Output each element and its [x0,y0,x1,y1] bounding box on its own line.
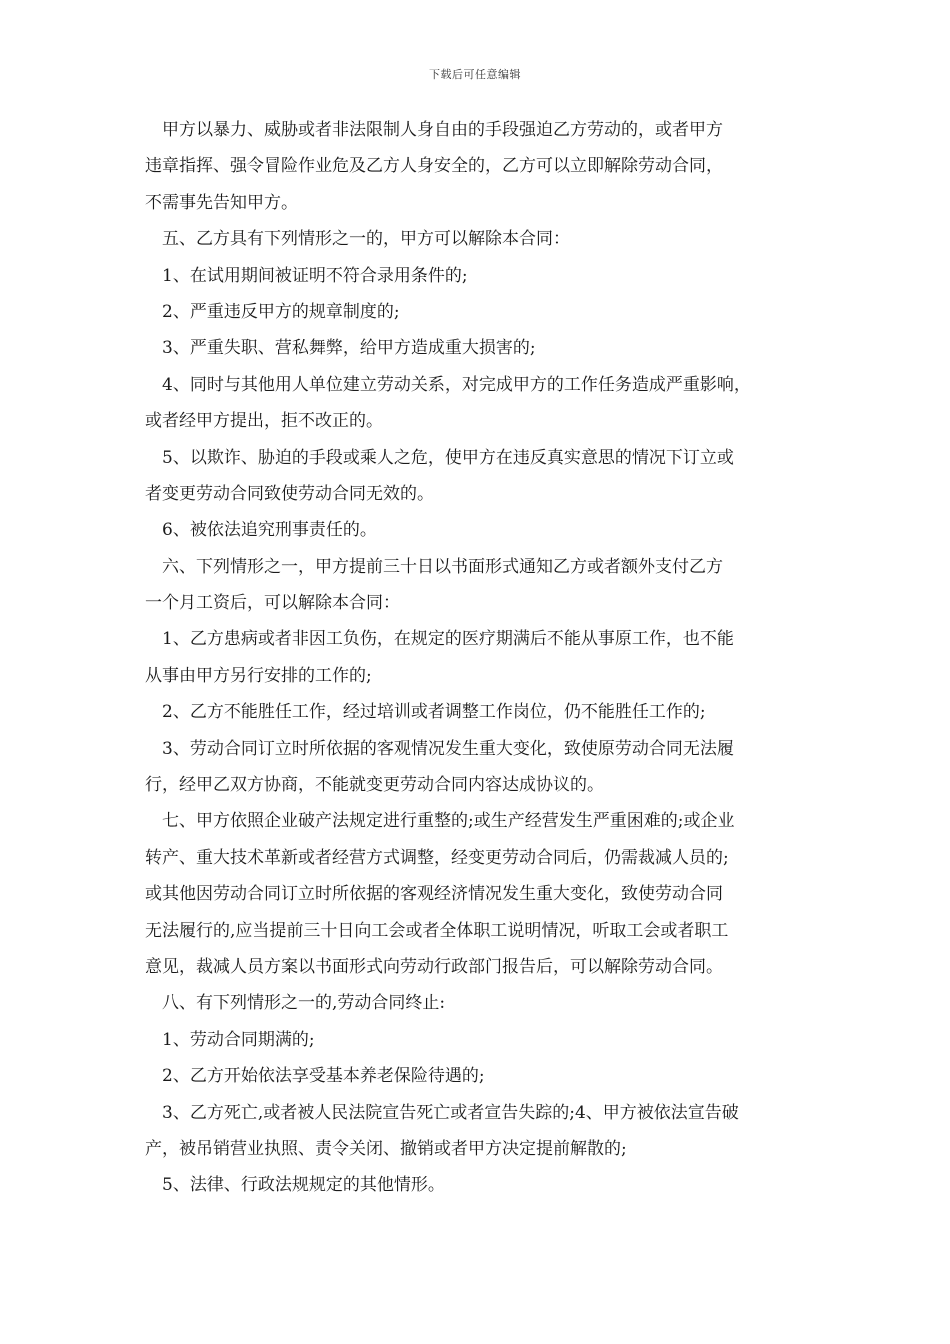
text-line: 3、严重失职、营私舞弊，给甲方造成重大损害的; [162,338,536,359]
text-line: 1、在试用期间被证明不符合录用条件的; [162,265,468,286]
text-line: 八、有下列情形之一的,劳动合同终止: [162,993,446,1014]
text-line: 5、法律、行政法规规定的其他情形。 [162,1175,445,1196]
text-line: 产，被吊销营业执照、责令关闭、撤销或者甲方决定提前解散的; [145,1138,627,1159]
text-line: 意见，裁减人员方案以书面形式向劳动行政部门报告后，可以解除劳动合同。 [145,956,723,977]
text-line: 6、被依法追究刑事责任的。 [162,520,377,541]
text-line: 2、严重违反甲方的规章制度的; [162,301,400,322]
text-line: 4、同时与其他用人单位建立劳动关系，对完成甲方的工作任务造成严重影响， [162,374,751,395]
text-line: 1、劳动合同期满的; [162,1029,315,1050]
text-line: 5、以欺诈、胁迫的手段或乘人之危，使甲方在违反真实意思的情况下订立或 [162,447,734,468]
text-line: 违章指挥、强令冒险作业危及乙方人身安全的，乙方可以立即解除劳动合同， [145,156,723,177]
text-line: 或者经甲方提出，拒不改正的。 [145,411,383,432]
text-line: 转产、重大技术革新或者经营方式调整，经变更劳动合同后，仍需裁减人员的; [145,847,729,868]
text-line: 六、下列情形之一，甲方提前三十日以书面形式通知乙方或者额外支付乙方 [162,556,723,577]
text-line: 1、乙方患病或者非因工负伤，在规定的医疗期满后不能从事原工作，也不能 [162,629,734,650]
text-line: 不需事先告知甲方。 [145,192,298,213]
page-header: 下载后可任意编辑 [429,68,521,81]
text-line: 五、乙方具有下列情形之一的，甲方可以解除本合同： [162,229,570,250]
text-line: 七、甲方依照企业破产法规定进行重整的;或生产经营发生严重困难的;或企业 [162,811,735,832]
text-line: 无法履行的,应当提前三十日向工会或者全体职工说明情况，听取工会或者职工 [145,920,729,941]
text-line: 甲方以暴力、威胁或者非法限制人身自由的手段强迫乙方劳动的，或者甲方 [162,120,723,140]
document-body [145,122,810,1214]
text-line: 2、乙方开始依法享受基本养老保险待遇的; [162,1066,485,1087]
text-line: 3、劳动合同订立时所依据的客观情况发生重大变化，致使原劳动合同无法履 [162,738,734,759]
text-line: 3、乙方死亡,或者被人民法院宣告死亡或者宣告失踪的;4、甲方被依法宣告破 [162,1102,739,1123]
text-line: 或其他因劳动合同订立时所依据的客观经济情况发生重大变化，致使劳动合同 [145,884,723,905]
text-line: 从事由甲方另行安排的工作的; [145,665,372,686]
text-line: 一个月工资后，可以解除本合同： [145,593,400,614]
text-line: 2、乙方不能胜任工作，经过培训或者调整工作岗位，仍不能胜任工作的; [162,702,706,723]
text-line: 行，经甲乙双方协商，不能就变更劳动合同内容达成协议的。 [145,775,604,796]
text-line: 者变更劳动合同致使劳动合同无效的。 [145,483,434,504]
